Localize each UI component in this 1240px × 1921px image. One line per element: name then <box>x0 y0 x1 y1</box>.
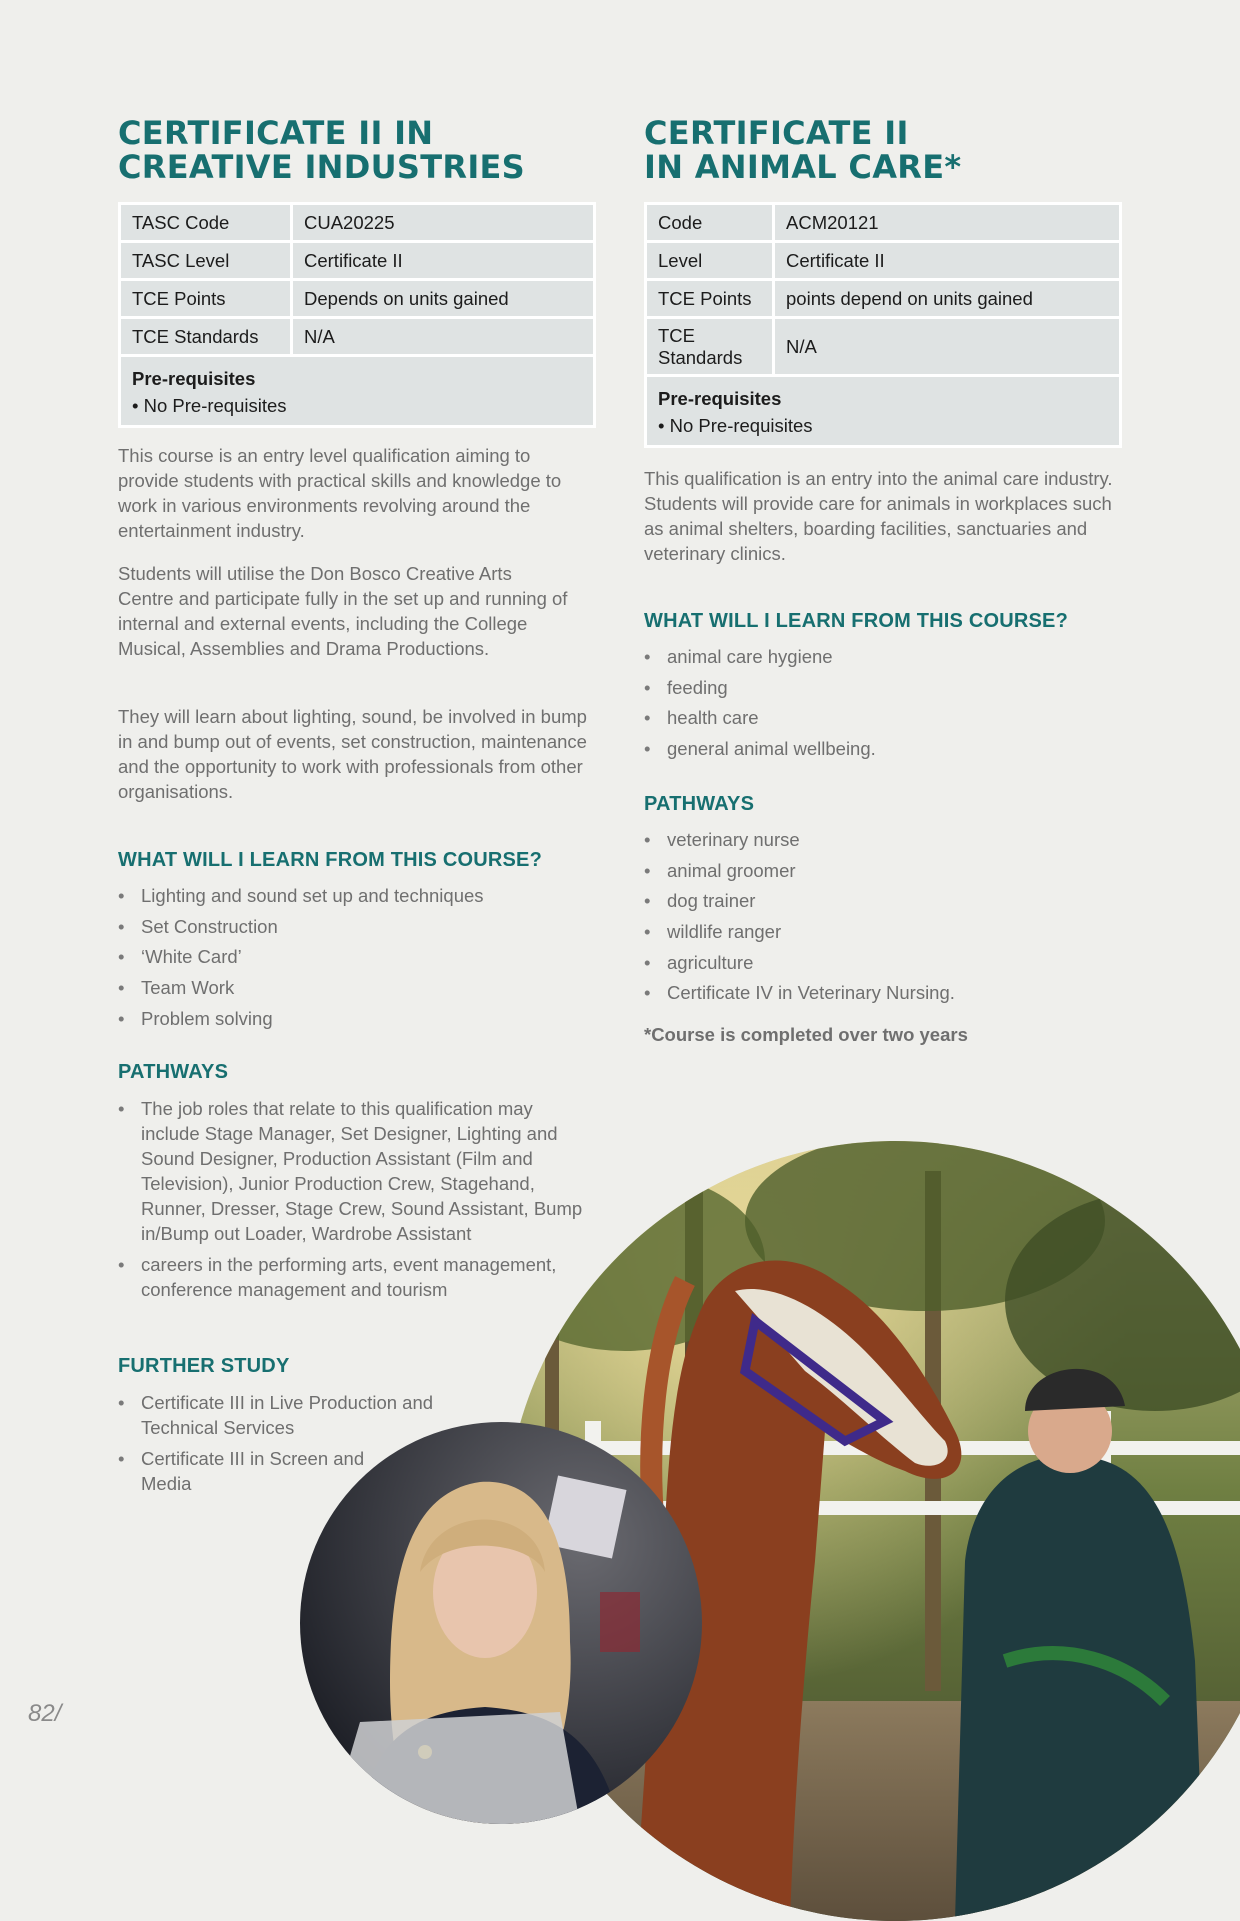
right-pathways-list <box>644 827 1120 1005</box>
table-row <box>121 205 593 240</box>
left-further-heading: FURTHER STUDY <box>118 1355 290 1377</box>
row-label: Level <box>647 243 772 278</box>
student-photo-illustration <box>300 1422 702 1824</box>
table-row <box>647 205 1119 240</box>
list-item: • agriculture <box>644 950 1120 975</box>
row-value: N/A <box>775 319 1119 374</box>
row-label: TCE Points <box>647 281 772 316</box>
list-item: • animal groomer <box>644 858 1120 883</box>
list-item: • Certificate IV in Veterinary Nursing. <box>644 980 1120 1005</box>
row-value: Certificate II <box>293 243 593 278</box>
course-duration-note: *Course is completed over two years <box>644 1024 968 1045</box>
left-paragraph-2: Students will utilise the Don Bosco Creative Arts Centre and participate fully in the set up and running of internal and external events, including the College Musical, Assemblies and Drama Productions. <box>118 563 568 659</box>
left-paragraph-1: This course is an entry level qualification aiming to provide students with practical skills and knowledge to work in various environments revolving around the entertainment industry. <box>118 445 562 541</box>
right-paragraph: This qualification is an entry into the animal care industry. Students will provide care for animals in workplaces such as animal shelters, boarding facilities, sanctuaries and veterinary clinics. <box>644 468 1113 564</box>
left-pathways-list <box>118 1096 606 1302</box>
list-item: • wildlife ranger <box>644 919 1120 944</box>
prerequisites-title: Pre-requisites <box>132 368 256 389</box>
row-value: ACM20121 <box>775 205 1119 240</box>
table-row <box>121 357 593 425</box>
list-item: • feeding <box>644 675 1120 700</box>
table-row <box>647 319 1119 374</box>
row-label: TCE Points <box>121 281 290 316</box>
list-item: • Team Work <box>118 975 596 1000</box>
list-item: • dog trainer <box>644 888 1120 913</box>
list-item: • The job roles that relate to this qualification may include Stage Manager, Set Designer, Lighting and Sound Designer, Production Assistant (Film and Television), Junior Production Crew, Stagehand, Runner, Dresser, Stage Crew, Sound Assistant, Bump in/Bump out Loader, Wardrobe Assistant <box>118 1096 586 1246</box>
row-label: TCE Standards <box>647 319 772 374</box>
student-photo <box>300 1422 702 1824</box>
table-row <box>647 243 1119 278</box>
row-value: Depends on units gained <box>293 281 593 316</box>
left-paragraph-3: They will learn about lighting, sound, be involved in bump in and bump out of events, set construction, maintenance and the opportunity to work with professionals from other organisations. <box>118 706 587 802</box>
row-label: TASC Code <box>121 205 290 240</box>
list-item: • ‘White Card’ <box>118 944 596 969</box>
list-item: • careers in the performing arts, event management, conference management and tourism <box>118 1252 606 1302</box>
page-number: 82/ <box>28 1700 62 1727</box>
row-value: N/A <box>293 319 593 354</box>
prerequisites-cell <box>121 357 593 425</box>
row-label: TASC Level <box>121 243 290 278</box>
table-row <box>121 243 593 278</box>
row-label: Code <box>647 205 772 240</box>
list-item: • health care <box>644 705 1120 730</box>
row-value: Certificate II <box>775 243 1119 278</box>
table-row <box>121 281 593 316</box>
right-info-table <box>644 202 1122 448</box>
left-info-table <box>118 202 596 428</box>
left-title: CERTIFICATE II IN CREATIVE INDUSTRIES <box>118 114 526 186</box>
list-item: • animal care hygiene <box>644 644 1120 669</box>
list-item: • general animal wellbeing. <box>644 736 1120 761</box>
list-item: • Problem solving <box>118 1006 596 1031</box>
list-item: • Lighting and sound set up and techniques <box>118 883 596 908</box>
row-label: TCE Standards <box>121 319 290 354</box>
left-learn-heading: WHAT WILL I LEARN FROM THIS COURSE? <box>118 849 543 871</box>
prerequisites-item: • No Pre-requisites <box>132 395 287 416</box>
left-learn-list <box>118 883 596 1031</box>
list-item: • Certificate III in Screen and Media <box>118 1446 371 1496</box>
left-pathways-heading: PATHWAYS <box>118 1061 229 1083</box>
right-learn-heading: WHAT WILL I LEARN FROM THIS COURSE? <box>644 610 1069 632</box>
row-value: CUA20225 <box>293 205 593 240</box>
list-item: • veterinary nurse <box>644 827 1120 852</box>
table-row <box>647 281 1119 316</box>
row-value: points depend on units gained <box>775 281 1119 316</box>
right-pathways-heading: PATHWAYS <box>644 793 755 815</box>
prerequisites-item: • No Pre-requisites <box>658 415 813 436</box>
right-title: CERTIFICATE II IN ANIMAL CARE* <box>644 114 962 186</box>
list-item: • Certificate III in Live Production and Technical Services <box>118 1390 441 1440</box>
table-row <box>647 377 1119 445</box>
prerequisites-title: Pre-requisites <box>658 388 782 409</box>
right-learn-list <box>644 644 1120 761</box>
prerequisites-cell <box>647 377 1119 445</box>
table-row <box>121 319 593 354</box>
list-item: • Set Construction <box>118 914 596 939</box>
